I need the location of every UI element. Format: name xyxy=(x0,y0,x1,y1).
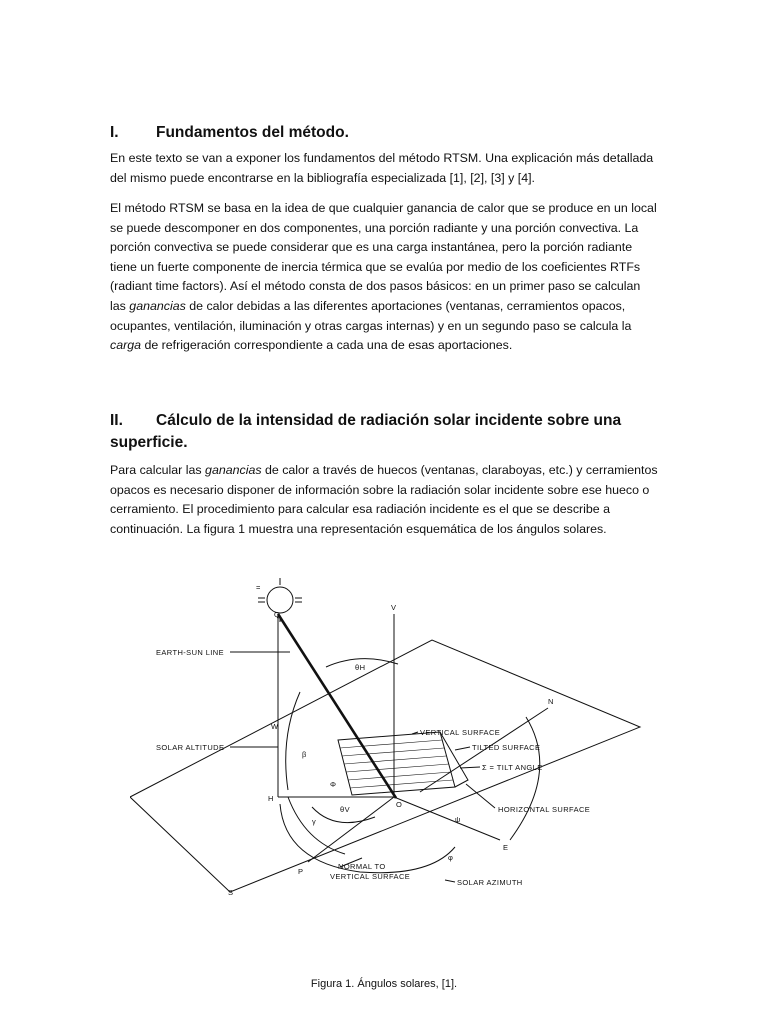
section-1-number: I. xyxy=(110,124,119,141)
label-tilt-angle: Σ = TILT ANGLE xyxy=(482,763,543,772)
p2-text-c: de refrigeración correspondiente a cada una de esas aportaciones. xyxy=(141,338,513,353)
label-solar-azimuth: SOLAR AZIMUTH xyxy=(457,878,523,887)
section-2-number: II. xyxy=(110,412,123,429)
p2-emphasis-carga: carga xyxy=(110,338,141,353)
section-1-title: Fundamentos del método. xyxy=(156,124,349,141)
section-1-paragraph-2 xyxy=(110,199,658,356)
label-n: N xyxy=(548,697,554,706)
s2-emphasis-ganancias: ganancias xyxy=(205,463,262,477)
label-h: H xyxy=(268,794,274,803)
label-theta-h: θH xyxy=(355,663,366,672)
label-q: Q xyxy=(274,610,281,619)
label-psi: ψ xyxy=(455,815,461,824)
label-p: P xyxy=(298,867,304,876)
section-2-heading xyxy=(110,410,670,454)
label-e: E xyxy=(503,843,509,852)
solar-angles-diagram xyxy=(130,572,650,902)
label-vertical-surface-2: VERTICAL SURFACE xyxy=(330,872,411,881)
label-beta: β xyxy=(302,750,307,759)
label-normal-to: NORMAL TO xyxy=(338,862,386,871)
label-theta-v: θV xyxy=(340,805,350,814)
label-phi: Φ xyxy=(330,780,337,789)
section-1-paragraph-1: En este texto se van a exponer los fundamentos del método RTSM. Una explicación más detallada del mismo puede encontrarse en la bibliografía especializada [1], [2], [3] y [4]. xyxy=(110,151,654,185)
label-s: S xyxy=(228,888,234,897)
vertical-surface xyxy=(338,732,455,795)
s2-text-b: de calor a través de huecos (ventanas, claraboyas, etc.) y cerramientos opacos es necesario disponer de información sobre la radiación solar incidente sobre ese hueco o cerramiento. El procedimiento para calcular esa radiación incidente es el que se describe a continuación. La figura 1 muestra una representación esquemática de los ángulos solares. xyxy=(110,463,658,536)
label-o: O xyxy=(396,800,403,809)
solar-angles-figure xyxy=(130,572,650,902)
label-equals-left: = xyxy=(256,583,261,592)
earth-sun-line xyxy=(278,614,396,798)
label-phi-small: φ xyxy=(448,853,454,862)
p2-text-b: de calor debidas a las diferentes aportaciones (ventanas, cerramientos opacos, ocupantes, ventilación, iluminación y otras cargas internas) y en un segundo paso se calcula la xyxy=(110,298,632,333)
section-2-paragraph-1 xyxy=(110,461,658,539)
p2-text-a: El método RTSM se basa en la idea de que cualquier ganancia de calor que se produce en un local se puede descomponer en dos componentes, una porción radiante y una porción convectiva. La porción convectiva se puede considerar que es una carga instantánea, pero la porción radiante tiene un fuerte componente de inercia térmica que se evalúa por medio de los coeficientes RTFs (radiant time factors). Así el método consta de dos pasos básicos: en un primer paso se calculan las xyxy=(110,201,657,313)
label-v: V xyxy=(391,603,397,612)
label-solar-altitude: SOLAR ALTITUDE xyxy=(156,743,225,752)
s2-text-a: Para calcular las xyxy=(110,463,206,477)
label-tilted-surface: TILTED SURFACE xyxy=(472,743,541,752)
p2-emphasis-ganancias: ganancias xyxy=(129,298,186,313)
section-1-heading xyxy=(110,122,670,144)
label-w: W xyxy=(271,722,279,731)
label-horizontal-surface: HORIZONTAL SURFACE xyxy=(498,805,591,814)
ground-plane xyxy=(130,640,640,892)
label-vertical-surface: VERTICAL SURFACE xyxy=(420,728,501,737)
label-gamma: γ xyxy=(312,817,317,826)
label-earth-sun-line: EARTH-SUN LINE xyxy=(156,648,224,657)
section-2-title: Cálculo de la intensidad de radiación solar incidente sobre una superficie. xyxy=(110,412,622,451)
figure-caption: Figura 1. Ángulos solares, [1]. xyxy=(310,978,458,990)
